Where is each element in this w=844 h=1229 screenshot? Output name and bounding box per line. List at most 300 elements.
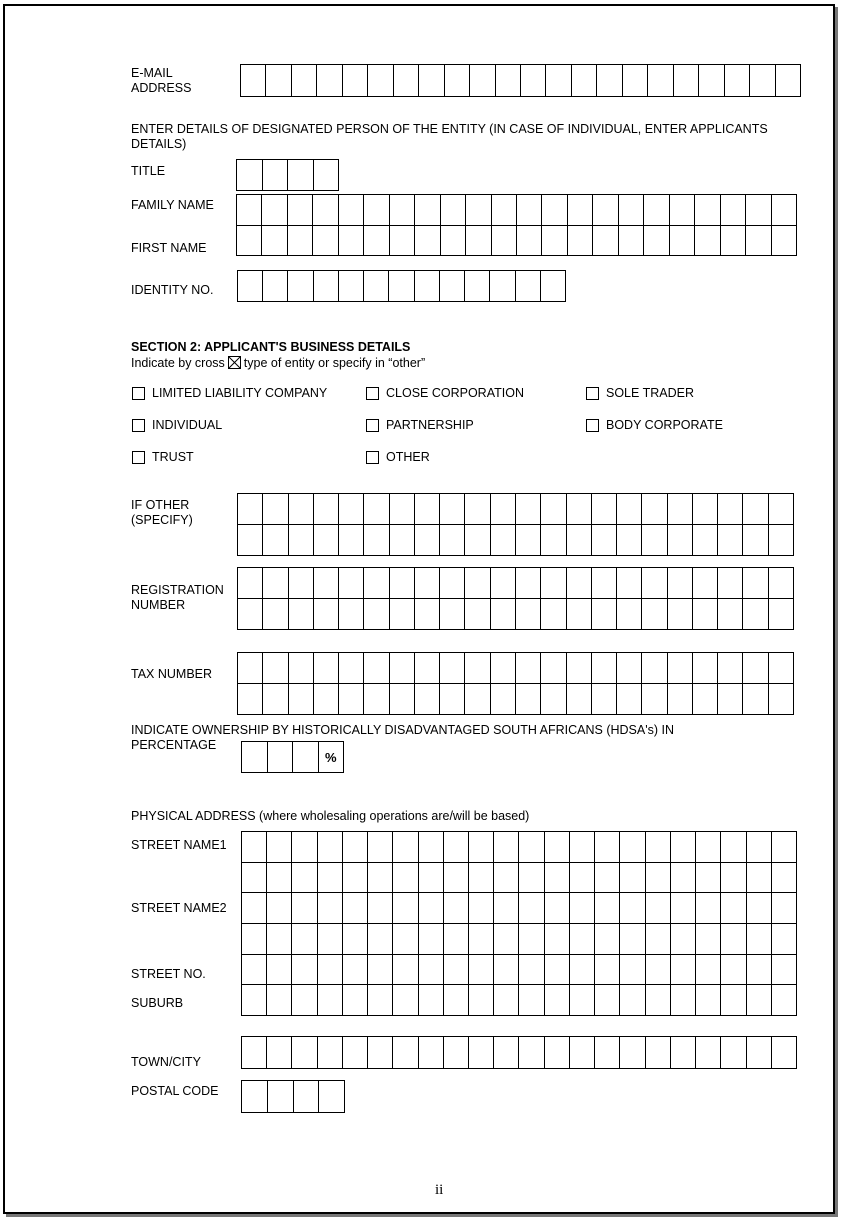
char-box[interactable]: [343, 863, 368, 894]
char-box[interactable]: [364, 653, 389, 684]
char-box[interactable]: [318, 863, 343, 894]
char-box[interactable]: [242, 985, 267, 1016]
char-box[interactable]: [693, 494, 718, 525]
char-box[interactable]: [718, 568, 743, 599]
char-box[interactable]: [390, 494, 415, 525]
char-box[interactable]: [440, 653, 465, 684]
char-box[interactable]: [390, 653, 415, 684]
char-box[interactable]: [263, 599, 288, 630]
char-box[interactable]: [772, 955, 797, 986]
checkbox[interactable]: [132, 451, 145, 464]
char-box[interactable]: [568, 195, 593, 226]
char-box[interactable]: [570, 1037, 595, 1069]
char-box[interactable]: [237, 160, 263, 191]
char-box[interactable]: [368, 955, 393, 986]
char-box[interactable]: [567, 599, 592, 630]
char-box[interactable]: [570, 924, 595, 955]
char-box[interactable]: [415, 225, 440, 256]
char-box[interactable]: [617, 684, 642, 715]
char-box[interactable]: [292, 955, 317, 986]
char-box[interactable]: [747, 832, 772, 863]
char-box[interactable]: [721, 985, 746, 1016]
char-box[interactable]: [721, 955, 746, 986]
char-box[interactable]: [238, 653, 263, 684]
char-box[interactable]: [469, 955, 494, 986]
char-box[interactable]: [623, 65, 648, 97]
char-box[interactable]: [620, 955, 645, 986]
char-box[interactable]: [545, 832, 570, 863]
char-box[interactable]: [237, 195, 262, 226]
char-box[interactable]: [368, 832, 393, 863]
char-box[interactable]: [393, 863, 418, 894]
char-box[interactable]: [263, 568, 288, 599]
char-box[interactable]: [519, 955, 544, 986]
char-box[interactable]: [242, 1037, 267, 1069]
char-box[interactable]: [491, 599, 516, 630]
physical-address-field[interactable]: [241, 831, 797, 1016]
char-box[interactable]: [313, 195, 338, 226]
char-box[interactable]: [238, 494, 263, 525]
char-box[interactable]: [294, 1081, 320, 1113]
char-box[interactable]: [491, 525, 516, 556]
char-box[interactable]: [619, 195, 644, 226]
char-box[interactable]: [593, 225, 618, 256]
char-box[interactable]: [389, 271, 414, 302]
char-box[interactable]: [241, 65, 266, 97]
char-box[interactable]: [368, 65, 393, 97]
char-box[interactable]: [644, 195, 669, 226]
if-other-field[interactable]: [237, 493, 794, 556]
char-box[interactable]: [668, 525, 693, 556]
char-box[interactable]: [516, 271, 541, 302]
char-box[interactable]: [620, 893, 645, 924]
char-box[interactable]: [339, 271, 364, 302]
char-box[interactable]: [465, 271, 490, 302]
char-box[interactable]: [415, 525, 440, 556]
char-box[interactable]: [440, 494, 465, 525]
char-box[interactable]: [693, 684, 718, 715]
char-box[interactable]: [343, 832, 368, 863]
char-box[interactable]: [444, 955, 469, 986]
char-box[interactable]: [368, 985, 393, 1016]
char-box[interactable]: [263, 271, 288, 302]
char-box[interactable]: [568, 225, 593, 256]
char-box[interactable]: [572, 65, 597, 97]
char-box[interactable]: [494, 955, 519, 986]
char-box[interactable]: [517, 195, 542, 226]
entity-individual[interactable]: [132, 418, 222, 432]
char-box[interactable]: [440, 525, 465, 556]
char-box[interactable]: [267, 832, 292, 863]
char-box[interactable]: [545, 985, 570, 1016]
char-box[interactable]: [393, 924, 418, 955]
char-box[interactable]: [314, 599, 339, 630]
char-box[interactable]: [519, 893, 544, 924]
char-box[interactable]: [769, 525, 794, 556]
char-box[interactable]: [339, 568, 364, 599]
char-box[interactable]: [319, 1081, 345, 1113]
char-box[interactable]: [314, 568, 339, 599]
char-box[interactable]: [693, 653, 718, 684]
char-box[interactable]: [419, 893, 444, 924]
char-box[interactable]: [364, 525, 389, 556]
entity-close-corporation[interactable]: [366, 386, 524, 400]
char-box[interactable]: [725, 65, 750, 97]
char-box[interactable]: [516, 494, 541, 525]
char-box[interactable]: [292, 863, 317, 894]
char-box[interactable]: [721, 893, 746, 924]
char-box[interactable]: [267, 955, 292, 986]
char-box[interactable]: [671, 924, 696, 955]
char-box[interactable]: [494, 985, 519, 1016]
char-box[interactable]: [390, 684, 415, 715]
char-box[interactable]: [595, 863, 620, 894]
char-box[interactable]: [390, 525, 415, 556]
checkbox[interactable]: [586, 419, 599, 432]
char-box[interactable]: [695, 225, 720, 256]
char-box[interactable]: [519, 832, 544, 863]
char-box[interactable]: [494, 924, 519, 955]
char-box[interactable]: [570, 832, 595, 863]
char-box[interactable]: [592, 599, 617, 630]
char-box[interactable]: [267, 985, 292, 1016]
char-box[interactable]: [268, 742, 294, 773]
char-box[interactable]: [390, 568, 415, 599]
char-box[interactable]: [747, 985, 772, 1016]
char-box[interactable]: [465, 653, 490, 684]
char-box[interactable]: [415, 494, 440, 525]
char-box[interactable]: [292, 924, 317, 955]
char-box[interactable]: [721, 832, 746, 863]
char-box[interactable]: [288, 160, 314, 191]
char-box[interactable]: [292, 65, 317, 97]
char-box[interactable]: [593, 195, 618, 226]
char-box[interactable]: [721, 863, 746, 894]
entity-limited-liability-company[interactable]: [132, 386, 327, 400]
char-box[interactable]: [339, 225, 364, 256]
char-box[interactable]: [267, 1037, 292, 1069]
char-box[interactable]: [718, 684, 743, 715]
char-box[interactable]: [262, 225, 287, 256]
char-box[interactable]: [671, 863, 696, 894]
char-box[interactable]: [769, 653, 794, 684]
char-box[interactable]: [747, 893, 772, 924]
char-box[interactable]: [696, 955, 721, 986]
char-box[interactable]: [445, 65, 470, 97]
char-box[interactable]: [242, 863, 267, 894]
char-box[interactable]: [318, 832, 343, 863]
entity-trust[interactable]: [132, 450, 194, 464]
char-box[interactable]: [595, 924, 620, 955]
char-box[interactable]: [674, 65, 699, 97]
char-box[interactable]: [617, 525, 642, 556]
postal-code-field[interactable]: [241, 1080, 345, 1113]
char-box[interactable]: [444, 863, 469, 894]
char-box[interactable]: [541, 684, 566, 715]
identity-no-field[interactable]: [237, 270, 566, 302]
char-box[interactable]: [242, 832, 267, 863]
char-box[interactable]: [288, 225, 313, 256]
char-box[interactable]: [491, 494, 516, 525]
char-box[interactable]: [289, 599, 314, 630]
char-box[interactable]: [492, 195, 517, 226]
char-box[interactable]: [595, 1037, 620, 1069]
char-box[interactable]: [592, 568, 617, 599]
char-box[interactable]: [491, 653, 516, 684]
char-box[interactable]: [545, 863, 570, 894]
checkbox[interactable]: [132, 419, 145, 432]
char-box[interactable]: [339, 653, 364, 684]
char-box[interactable]: [542, 225, 567, 256]
char-box[interactable]: [318, 1037, 343, 1069]
char-box[interactable]: [441, 225, 466, 256]
char-box[interactable]: [696, 985, 721, 1016]
char-box[interactable]: [494, 832, 519, 863]
char-box[interactable]: [490, 271, 515, 302]
char-box[interactable]: [491, 684, 516, 715]
char-box[interactable]: [444, 985, 469, 1016]
char-box[interactable]: [466, 195, 491, 226]
entity-partnership[interactable]: [366, 418, 474, 432]
char-box[interactable]: [646, 955, 671, 986]
char-box[interactable]: [747, 955, 772, 986]
char-box[interactable]: [670, 195, 695, 226]
char-box[interactable]: [263, 653, 288, 684]
char-box[interactable]: [542, 195, 567, 226]
char-box[interactable]: [721, 924, 746, 955]
char-box[interactable]: [642, 653, 667, 684]
char-box[interactable]: [721, 225, 746, 256]
char-box[interactable]: [318, 985, 343, 1016]
char-box[interactable]: [393, 985, 418, 1016]
char-box[interactable]: [671, 985, 696, 1016]
char-box[interactable]: [772, 225, 797, 256]
char-box[interactable]: [469, 924, 494, 955]
char-box[interactable]: [293, 742, 319, 773]
char-box[interactable]: [314, 271, 339, 302]
entity-body-corporate[interactable]: [586, 418, 723, 432]
checkbox[interactable]: [366, 451, 379, 464]
char-box[interactable]: [469, 863, 494, 894]
char-box[interactable]: [318, 924, 343, 955]
char-box[interactable]: [516, 525, 541, 556]
char-box[interactable]: [465, 525, 490, 556]
char-box[interactable]: [617, 599, 642, 630]
char-box[interactable]: [289, 653, 314, 684]
char-box[interactable]: [444, 832, 469, 863]
char-box[interactable]: [693, 568, 718, 599]
char-box[interactable]: [592, 653, 617, 684]
char-box[interactable]: [419, 924, 444, 955]
char-box[interactable]: [721, 1037, 746, 1069]
char-box[interactable]: [646, 863, 671, 894]
char-box[interactable]: [242, 893, 267, 924]
char-box[interactable]: [546, 65, 571, 97]
char-box[interactable]: [390, 195, 415, 226]
char-box[interactable]: [648, 65, 673, 97]
char-box[interactable]: [696, 832, 721, 863]
char-box[interactable]: [419, 863, 444, 894]
char-box[interactable]: [567, 684, 592, 715]
char-box[interactable]: [772, 893, 797, 924]
char-box[interactable]: [393, 955, 418, 986]
char-box[interactable]: [494, 863, 519, 894]
char-box[interactable]: [743, 653, 768, 684]
char-box[interactable]: [314, 684, 339, 715]
char-box[interactable]: [541, 271, 566, 302]
char-box[interactable]: [288, 271, 313, 302]
char-box[interactable]: [343, 985, 368, 1016]
char-box[interactable]: [668, 494, 693, 525]
char-box[interactable]: [318, 955, 343, 986]
char-box[interactable]: [545, 955, 570, 986]
char-box[interactable]: [263, 525, 288, 556]
char-box[interactable]: [617, 568, 642, 599]
char-box[interactable]: [718, 599, 743, 630]
char-box[interactable]: [444, 893, 469, 924]
char-box[interactable]: [516, 568, 541, 599]
char-box[interactable]: [620, 924, 645, 955]
char-box[interactable]: [263, 160, 289, 191]
char-box[interactable]: [466, 225, 491, 256]
char-box[interactable]: [238, 271, 263, 302]
tax-number-field[interactable]: [237, 652, 794, 715]
char-box[interactable]: [721, 195, 746, 226]
char-box[interactable]: [769, 599, 794, 630]
char-box[interactable]: [440, 271, 465, 302]
char-box[interactable]: [491, 568, 516, 599]
char-box[interactable]: [592, 525, 617, 556]
char-box[interactable]: [620, 1037, 645, 1069]
char-box[interactable]: [570, 955, 595, 986]
char-box[interactable]: [668, 684, 693, 715]
char-box[interactable]: [289, 494, 314, 525]
char-box[interactable]: [288, 195, 313, 226]
char-box[interactable]: [617, 653, 642, 684]
char-box[interactable]: [465, 568, 490, 599]
char-box[interactable]: [769, 684, 794, 715]
char-box[interactable]: [496, 65, 521, 97]
char-box[interactable]: [541, 653, 566, 684]
char-box[interactable]: [289, 568, 314, 599]
char-box[interactable]: [646, 893, 671, 924]
char-box[interactable]: [415, 271, 440, 302]
char-box[interactable]: [696, 863, 721, 894]
char-box[interactable]: [545, 893, 570, 924]
char-box[interactable]: [415, 684, 440, 715]
char-box[interactable]: [238, 568, 263, 599]
char-box[interactable]: [419, 832, 444, 863]
char-box[interactable]: [696, 893, 721, 924]
char-box[interactable]: [465, 599, 490, 630]
char-box[interactable]: [364, 271, 389, 302]
char-box[interactable]: [769, 568, 794, 599]
char-box[interactable]: [718, 494, 743, 525]
char-box[interactable]: [699, 65, 724, 97]
char-box[interactable]: [419, 65, 444, 97]
char-box[interactable]: [743, 568, 768, 599]
char-box[interactable]: [567, 568, 592, 599]
char-box[interactable]: [393, 893, 418, 924]
char-box[interactable]: [644, 225, 669, 256]
char-box[interactable]: [415, 599, 440, 630]
char-box[interactable]: [570, 985, 595, 1016]
char-box[interactable]: [242, 1081, 268, 1113]
char-box[interactable]: [620, 832, 645, 863]
char-box[interactable]: [696, 1037, 721, 1069]
char-box[interactable]: [746, 225, 771, 256]
char-box[interactable]: [519, 924, 544, 955]
char-box[interactable]: [441, 195, 466, 226]
char-box[interactable]: [238, 599, 263, 630]
char-box[interactable]: [314, 653, 339, 684]
char-box[interactable]: [444, 924, 469, 955]
char-box[interactable]: [695, 195, 720, 226]
char-box[interactable]: [668, 653, 693, 684]
char-box[interactable]: [595, 985, 620, 1016]
registration-number-field[interactable]: [237, 567, 794, 630]
char-box[interactable]: [390, 225, 415, 256]
char-box[interactable]: [772, 924, 797, 955]
char-box[interactable]: [368, 893, 393, 924]
char-box[interactable]: [364, 568, 389, 599]
char-box[interactable]: [343, 893, 368, 924]
char-box[interactable]: [390, 599, 415, 630]
char-box[interactable]: [440, 568, 465, 599]
char-box[interactable]: [242, 924, 267, 955]
email-field[interactable]: [240, 64, 801, 97]
char-box[interactable]: [292, 985, 317, 1016]
char-box[interactable]: [242, 742, 268, 773]
char-box[interactable]: [541, 525, 566, 556]
char-box[interactable]: [620, 863, 645, 894]
char-box[interactable]: [469, 985, 494, 1016]
char-box[interactable]: [743, 599, 768, 630]
char-box[interactable]: [519, 863, 544, 894]
char-box[interactable]: [541, 599, 566, 630]
char-box[interactable]: [545, 924, 570, 955]
char-box[interactable]: [292, 1037, 317, 1069]
char-box[interactable]: [642, 568, 667, 599]
char-box[interactable]: [595, 955, 620, 986]
checkbox[interactable]: [132, 387, 145, 400]
char-box[interactable]: [668, 599, 693, 630]
char-box[interactable]: [238, 684, 263, 715]
char-box[interactable]: [440, 684, 465, 715]
char-box[interactable]: [671, 955, 696, 986]
checkbox[interactable]: [586, 387, 599, 400]
char-box[interactable]: [368, 863, 393, 894]
char-box[interactable]: [292, 832, 317, 863]
char-box[interactable]: [516, 653, 541, 684]
char-box[interactable]: [339, 525, 364, 556]
char-box[interactable]: [313, 225, 338, 256]
char-box[interactable]: [394, 65, 419, 97]
char-box[interactable]: [772, 863, 797, 894]
char-box[interactable]: [718, 525, 743, 556]
char-box[interactable]: [415, 195, 440, 226]
char-box[interactable]: [567, 653, 592, 684]
char-box[interactable]: [671, 1037, 696, 1069]
char-box[interactable]: [620, 985, 645, 1016]
char-box[interactable]: [494, 893, 519, 924]
char-box[interactable]: [364, 225, 389, 256]
char-box[interactable]: [747, 1037, 772, 1069]
char-box[interactable]: [266, 65, 291, 97]
char-box[interactable]: [440, 599, 465, 630]
char-box[interactable]: [671, 893, 696, 924]
char-box[interactable]: [595, 832, 620, 863]
